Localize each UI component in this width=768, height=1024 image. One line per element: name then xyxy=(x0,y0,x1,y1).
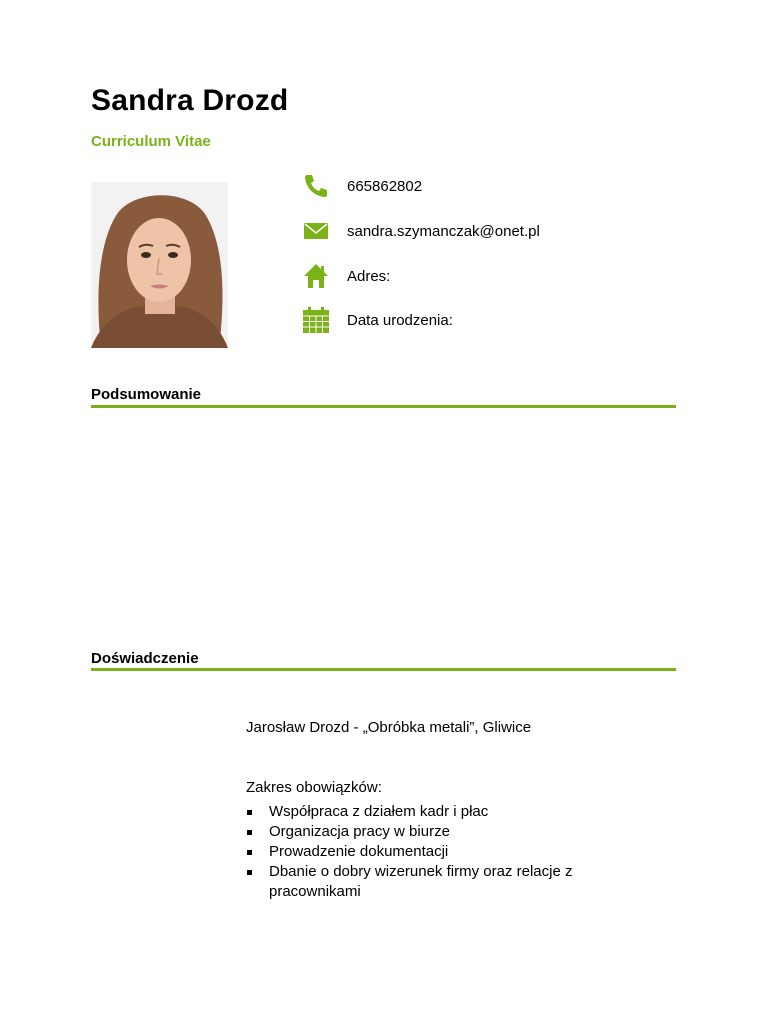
home-icon xyxy=(302,262,330,290)
birthdate-label: Data urodzenia: xyxy=(347,311,453,329)
duties-list xyxy=(246,802,626,902)
section-title-experience: Doświadczenie xyxy=(91,650,199,667)
duty-text: Dbanie o dobry wizerunek firmy oraz relacje z pracownikami xyxy=(269,863,573,900)
list-item xyxy=(246,862,626,902)
duty-text: Organizacja pracy w biurze xyxy=(269,823,450,840)
list-item xyxy=(246,802,626,822)
phone-icon xyxy=(302,172,330,200)
section-divider-experience xyxy=(91,668,676,671)
duties-label: Zakres obowiązków: xyxy=(246,779,382,796)
bullet-icon xyxy=(247,850,252,855)
bullet-icon xyxy=(247,810,252,815)
calendar-icon xyxy=(302,306,330,334)
phone-number: 665862802 xyxy=(347,177,423,195)
duty-text: Prowadzenie dokumentacji xyxy=(269,843,449,860)
contact-phone xyxy=(302,172,423,200)
section-title-summary: Podsumowanie xyxy=(91,386,202,403)
employer: Jarosław Drozd - „Obróbka metali”, Gliwice xyxy=(246,719,532,736)
envelope-icon xyxy=(302,217,330,245)
bullet-icon xyxy=(247,870,252,875)
section-divider-summary xyxy=(91,405,676,408)
contact-address xyxy=(302,262,391,290)
email-address: sandra.szymanczak@onet.pl xyxy=(347,222,540,240)
profile-photo xyxy=(91,182,228,348)
candidate-name: Sandra Drozd xyxy=(91,84,289,117)
bullet-icon xyxy=(247,830,252,835)
address-label: Adres: xyxy=(347,267,391,285)
document-subtitle: Curriculum Vitae xyxy=(91,133,211,150)
list-item xyxy=(246,822,626,842)
duty-text: Współpraca z działem kadr i płac xyxy=(269,803,489,820)
contact-email xyxy=(302,217,540,245)
contact-birthdate xyxy=(302,306,453,334)
list-item xyxy=(246,842,626,862)
